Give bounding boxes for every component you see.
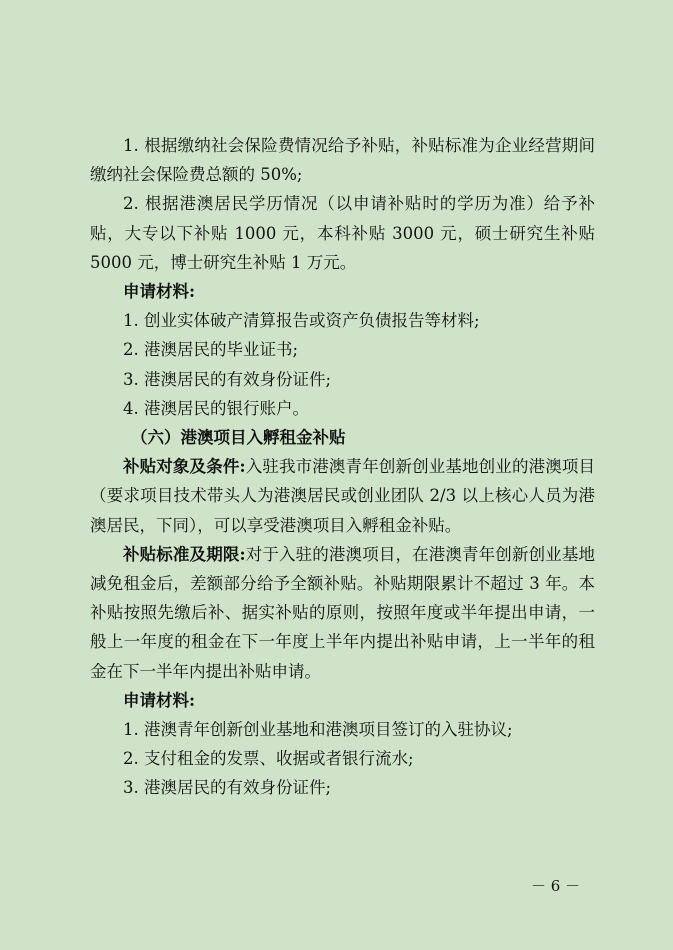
paragraph-education-subsidy: 2. 根据港澳居民学历情况（以申请补贴时的学历为准）给予补贴，大专以下补贴 1000 元，本科补贴 3000 元，硕士研究生补贴 5000 元，博士研究生补贴 1 万元。 (90, 194, 595, 272)
section-heading: （六）港澳项目入孵租金补贴 (131, 428, 346, 448)
list-item: 3. 港澳居民的有效身份证件; (123, 369, 332, 389)
paragraph-insurance-subsidy: 1. 根据缴纳社会保险费情况给予补贴，补贴标准为企业经营期间缴纳社会保险费总额的 50%; (90, 136, 595, 185)
paragraph-standard-period (90, 540, 595, 686)
target-text: 入驻我市港澳青年创新创业基地创业的港澳项目（要求项目技术带头人为港澳居民或创业团队 2/3 以上核心人员为港澳居民，下同），可以享受港澳项目入孵租金补贴。 (90, 457, 596, 535)
list-item: 1. 创业实体破产清算报告或资产负债报告等材料; (123, 311, 480, 331)
target-label: 补贴对象及条件: (123, 457, 246, 477)
standard-label: 补贴标准及期限: (123, 544, 246, 564)
list-item: 2. 支付租金的发票、收据或者银行流水; (123, 749, 414, 769)
paragraph-target-conditions (90, 452, 595, 540)
standard-text: 对于入驻的港澳项目，在港澳青年创新创业基地减免租金后，差额部分给予全额补贴。补贴期限累计不超过 3 年。本补贴按照先缴后补、据实补贴的原则，按照年度或半年提出申请，一般上一年度的租金在下一年度上半年内提出补贴申请，上一半年的租金在下一半年内提出补贴申请。 (90, 544, 596, 681)
list-item: 1. 港澳青年创新创业基地和港澳项目签订的入驻协议; (123, 720, 513, 740)
page-number: － 6 － (531, 877, 581, 895)
materials-label: 申请材料: (123, 690, 196, 710)
list-item: 4. 港澳居民的银行账户。 (123, 398, 309, 418)
list-item: 2. 港澳居民的毕业证书; (123, 340, 299, 360)
list-item: 3. 港澳居民的有效身份证件; (123, 778, 332, 798)
document-body (90, 131, 595, 803)
materials-label: 申请材料: (123, 282, 196, 302)
